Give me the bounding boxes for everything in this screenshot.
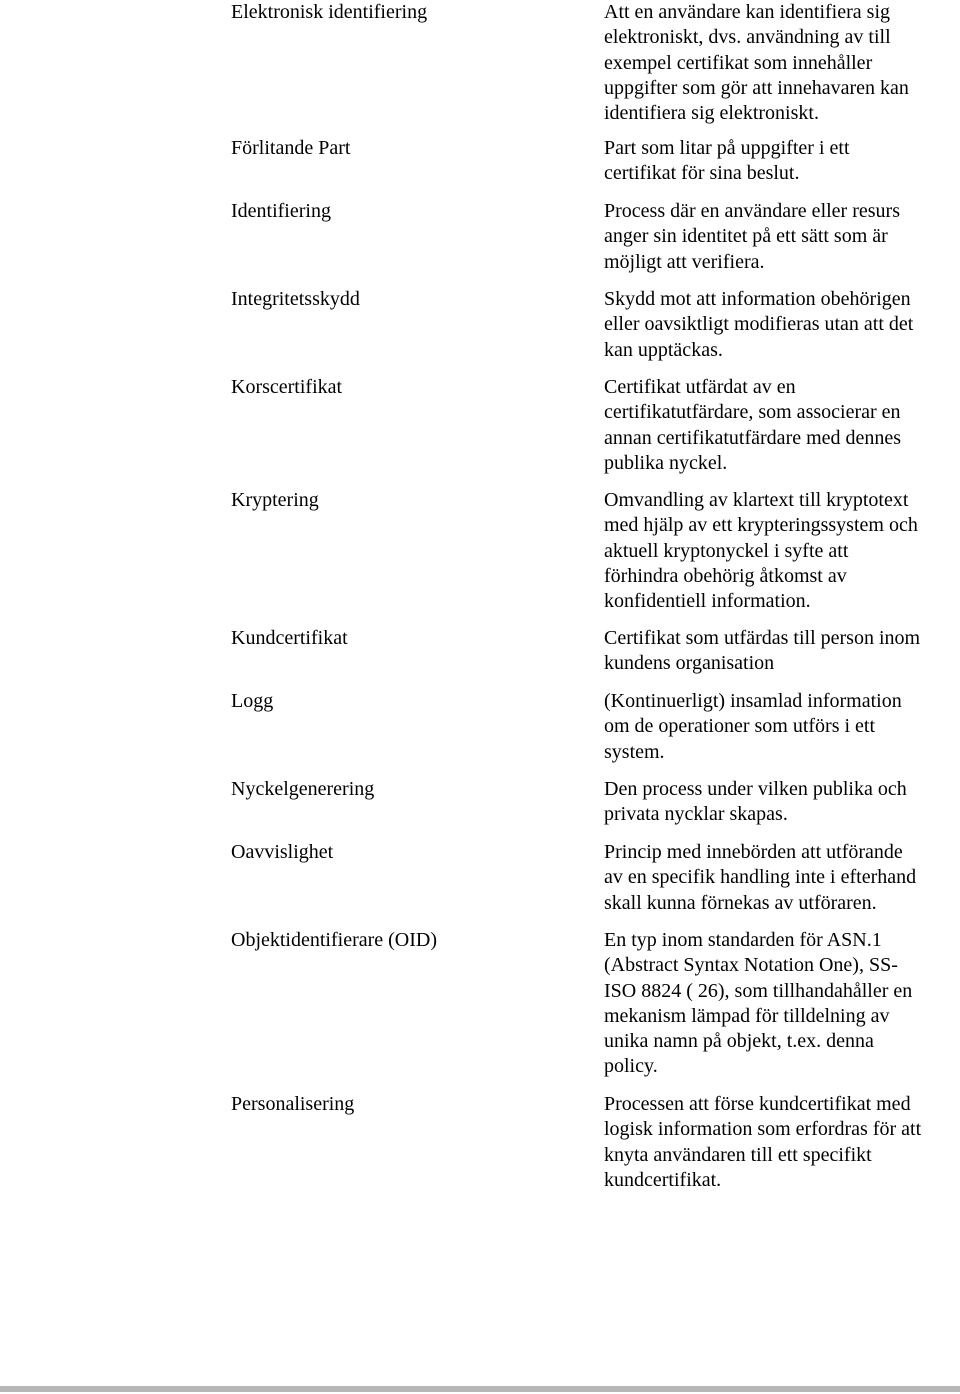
glossary-term: Objektidentifierare (OID) xyxy=(231,929,438,951)
glossary-definition: Process där en användare eller resurs anger sin identitet på ett sätt som är möjligt att verifiera. xyxy=(604,200,900,273)
glossary-term: Kryptering xyxy=(231,489,319,511)
glossary-definition: Skydd mot att information obehörigen eller oavsiktligt modifieras utan att det kan upptäckas. xyxy=(604,288,914,361)
glossary-term: Kundcertifikat xyxy=(231,627,348,649)
page-divider xyxy=(0,1386,960,1392)
glossary-term: Förlitande Part xyxy=(231,137,351,159)
glossary-term: Personalisering xyxy=(231,1093,355,1115)
glossary-term: Elektronisk identifiering xyxy=(231,1,428,23)
glossary-definition: Att en användare kan identifiera sig elektroniskt, dvs. användning av till exempel certifikat som innehåller uppgifter som gör att innehavaren kan identifiera sig elektroniskt. xyxy=(604,1,909,125)
glossary-term: Integritetsskydd xyxy=(231,288,360,310)
glossary-definition: Certifikat utfärdat av en certifikatutfärdare, som associerar en annan certifikatutfärdare med dennes publika nyckel. xyxy=(604,376,902,474)
glossary-term: Oavvislighet xyxy=(231,841,334,863)
glossary-definition: Part som litar på uppgifter i ett certifikat för sina beslut. xyxy=(604,137,850,185)
glossary-definition: En typ inom standarden för ASN.1 (Abstract Syntax Notation One), SS- ISO 8824 ( 26), som tillhandahåller en mekanism lämpad för tilldelning av unika namn på objekt, t.ex. denna policy. xyxy=(604,929,913,1078)
glossary-term: Logg xyxy=(231,690,274,712)
glossary-definition: Certifikat som utfärdas till person inom kundens organisation xyxy=(604,627,921,675)
glossary-definition: Omvandling av klartext till kryptotext med hjälp av ett krypteringssystem och aktuell kryptonyckel i syfte att förhindra obehörig åtkomst av konfidentiell information. xyxy=(604,489,918,613)
glossary-definition: Processen att förse kundcertifikat med logisk information som erfordras för att knyta användaren till ett specifikt kundcertifikat. xyxy=(604,1093,922,1191)
glossary-term: Identifiering xyxy=(231,200,331,222)
glossary-term: Korscertifikat xyxy=(231,376,343,398)
glossary-definition: (Kontinuerligt) insamlad information om de operationer som utförs i ett system. xyxy=(604,690,902,763)
glossary-definition: Princip med innebörden att utförande av en specifik handling inte i efterhand skall kunna förnekas av utföraren. xyxy=(604,841,917,914)
glossary-definition: Den process under vilken publika och privata nycklar skapas. xyxy=(604,778,907,826)
glossary-term: Nyckelgenerering xyxy=(231,778,375,800)
